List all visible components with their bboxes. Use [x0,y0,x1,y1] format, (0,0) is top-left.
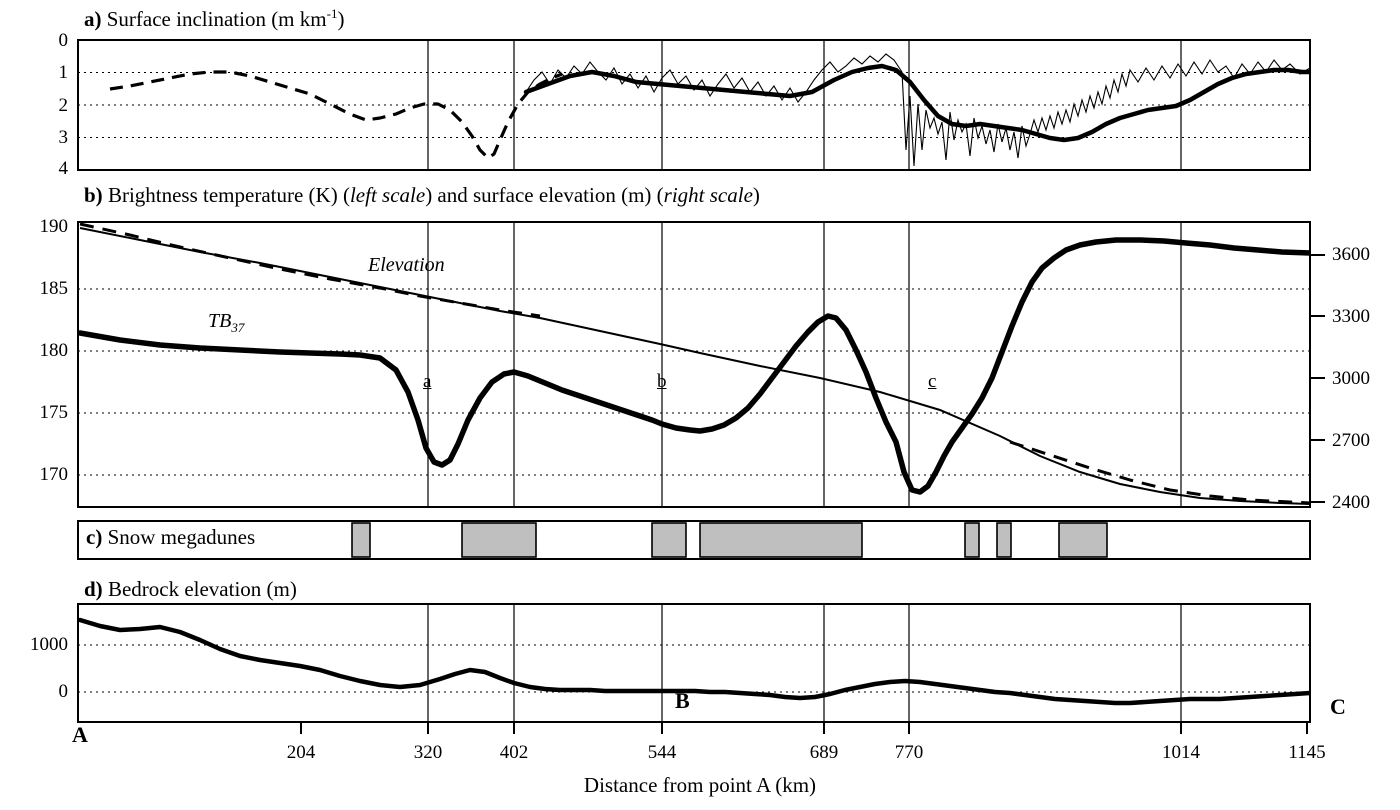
xtick-689: 689 [809,742,839,763]
panel-b-title-part3: ) [752,183,760,207]
panel-a-prefix: a) [84,7,102,31]
panel-b-ytick-left-190: 190 [39,216,68,237]
panel-a-plot [78,40,1310,170]
panel-a-ytick-1: 1 [58,62,68,83]
panel-b-ytick-left-175: 175 [39,402,68,423]
panel-c-title [86,525,255,550]
panel-b-ytick-left-170: 170 [39,464,68,485]
panel-b-prefix: b) [84,183,103,207]
annotation-a: a [423,371,432,392]
panel-a-title-sup: -1 [326,6,338,21]
panel-b-title-ital2: right scale [663,183,753,207]
x-axis-ticks [301,722,1307,734]
xtick-1014: 1014 [1162,742,1200,763]
xtick-402: 402 [499,742,529,763]
xtick-544: 544 [647,742,677,763]
annotation-b: b [657,371,667,392]
panel-b-title [84,183,760,208]
panel-b-ytick-left-180: 180 [39,340,68,361]
endpoint-label-a: A [72,722,88,747]
elevation-curve-label: Elevation [368,254,445,276]
endpoint-label-c: C [1330,694,1346,719]
panel-b-ytick-right-2700: 2700 [1332,430,1370,451]
panel-a-ytick-0: 0 [58,30,68,51]
panel-c-title-text: Snow megadunes [107,525,256,549]
xtick-1145: 1145 [1288,742,1326,763]
annotation-c: c [928,371,937,392]
x-axis-title: Distance from point A (km) [583,773,817,797]
panel-d-prefix: d) [84,577,103,601]
xtick-204: 204 [286,742,316,763]
panel-b-title-part2: ) and surface elevation (m) ( [425,183,664,207]
xtick-320: 320 [413,742,443,763]
xtick-770: 770 [894,742,924,763]
panel-b-ytick-left-185: 185 [39,278,68,299]
panel-a-ytick-4: 4 [58,158,68,179]
tb37-curve-label [208,310,244,336]
panel-b-ytick-right-2400: 2400 [1332,492,1370,513]
panel-a-ytick-3: 3 [58,127,68,148]
tb37-label-sub: 37 [231,320,245,335]
panel-d-ytick-0: 0 [58,681,68,702]
panel-d-plot [78,604,1310,722]
panel-a-title-text: Surface inclination (m km [106,7,327,31]
panel-b-title-ital1: left scale [349,183,426,207]
panel-d-ytick-1000: 1000 [30,634,68,655]
panel-a-title-suffix: ) [337,7,345,31]
panel-c-megadune-bar [78,521,1310,559]
panel-b-plot [78,222,1325,507]
panel-c-prefix: c) [86,525,103,549]
panel-a-title [84,6,344,32]
panel-b-ytick-right-3000: 3000 [1332,368,1370,389]
panel-d-title [84,577,297,602]
panel-a-ytick-2: 2 [58,95,68,116]
panel-b-ytick-right-3600: 3600 [1332,244,1370,265]
panel-b-title-part1: Brightness temperature (K) ( [107,183,350,207]
endpoint-label-b: B [675,688,690,713]
tb37-label-text: TB [208,310,232,332]
panel-d-title-text: Bedrock elevation (m) [107,577,297,601]
panel-b-ytick-right-3300: 3300 [1332,306,1370,327]
